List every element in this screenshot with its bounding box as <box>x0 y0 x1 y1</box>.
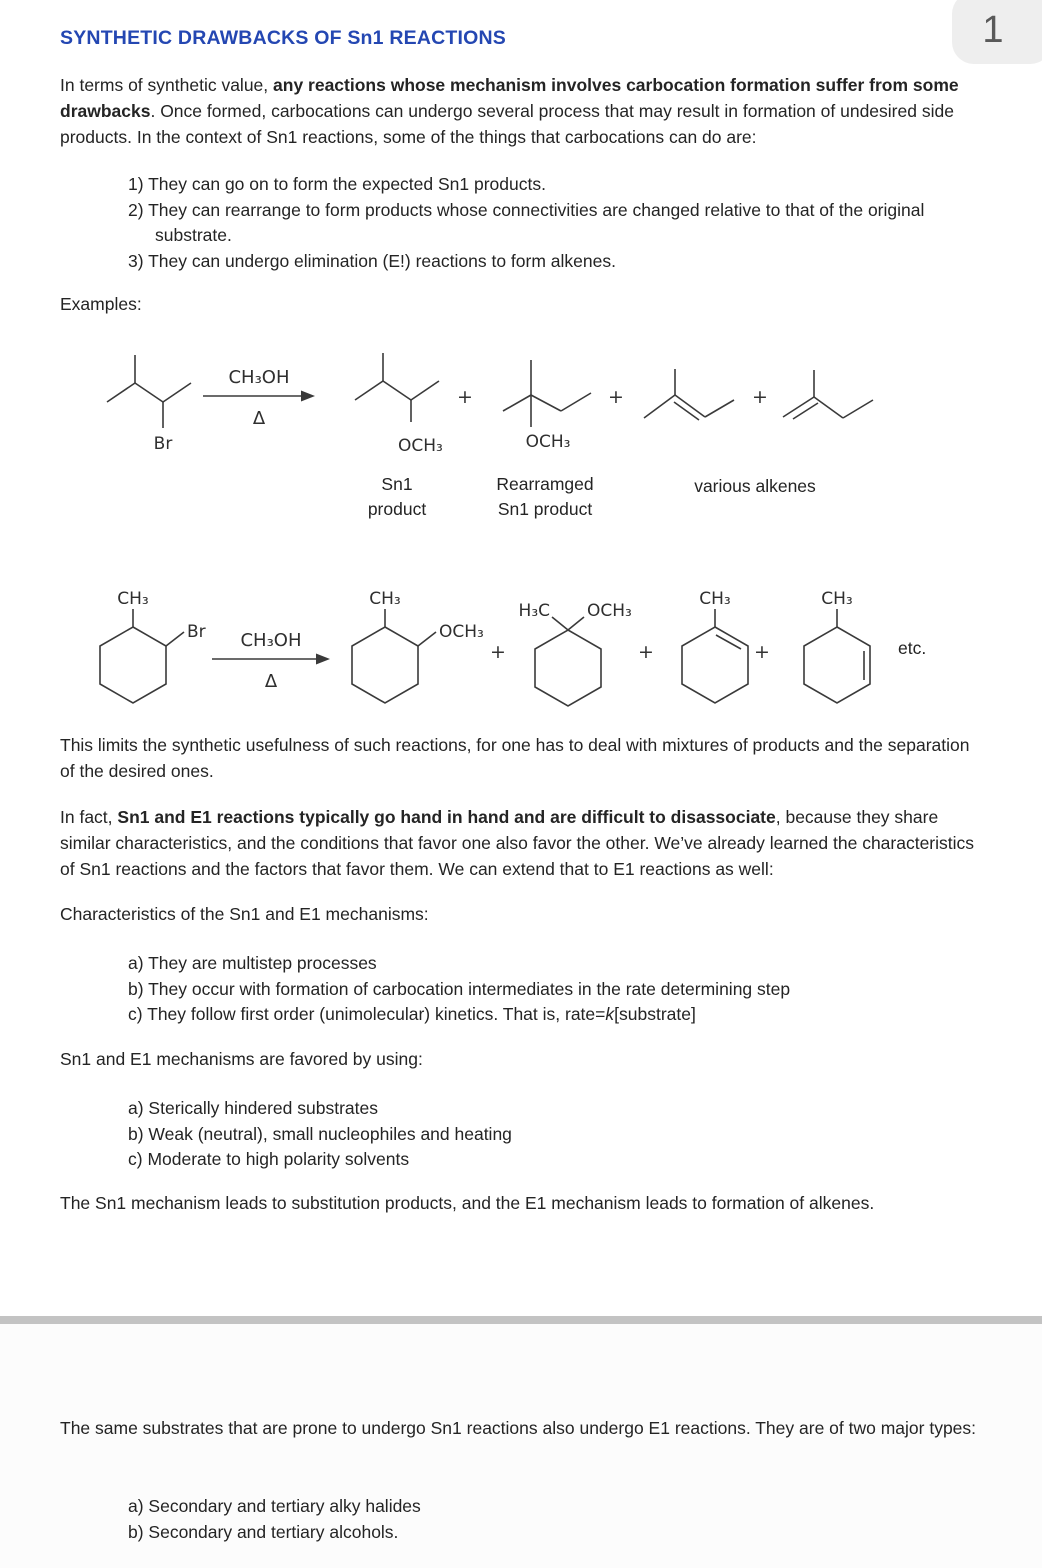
bond-lines <box>644 369 734 420</box>
reaction-arrow-2 <box>212 630 330 693</box>
plus-sign: + <box>638 641 654 663</box>
och3-label: OCH₃ <box>587 601 632 621</box>
reaction-scheme-2 <box>60 583 982 715</box>
leads-paragraph: The Sn1 mechanism leads to substitution products, and the E1 mechanism leads to formation of alkenes. <box>60 1193 875 1213</box>
page-title: SYNTHETIC DRAWBACKS OF Sn1 REACTIONS <box>60 27 506 49</box>
bond-lines <box>804 609 870 703</box>
plus-sign: + <box>457 386 473 408</box>
methylcyclohexene-isomer-structure <box>790 585 910 715</box>
intro-bold: any reactions whose mechanism involves carbocation formation suffer from some drawbacks <box>60 75 959 121</box>
bond-lines <box>682 609 748 703</box>
list-item: 3) They can undergo elimination (E!) reactions to form alkenes. <box>128 250 616 271</box>
list-item: 1) They can go on to form the expected Sn1 products. <box>128 174 546 194</box>
page-divider <box>0 1316 1042 1324</box>
br-label: Br <box>187 622 206 642</box>
caption-line: Sn1 <box>381 474 413 494</box>
intro-lead: In terms of synthetic value, <box>60 75 274 95</box>
reaction-scheme-1 <box>60 340 982 525</box>
alkenes-caption: various alkenes <box>694 476 816 496</box>
caption-line: Rearramged <box>496 474 594 494</box>
alkene-structure <box>640 350 745 430</box>
reaction-arrow-1 <box>203 367 315 430</box>
list-item: c) Moderate to high polarity solvents <box>128 1149 410 1169</box>
infact-rest: , because they share similar characteristics, and the conditions that favor one also favor the other. We’ve already learned the characteristics of Sn1 reactions and the factors that favor them. We can extend that to E1 reactions as well: <box>60 807 975 879</box>
plus-sign: + <box>490 641 506 663</box>
br-label: Br <box>153 434 173 454</box>
list-item: b) Secondary and tertiary alcohols. <box>128 1521 399 1542</box>
infact-paragraph <box>60 804 984 882</box>
kinetics-lead: c) They follow first order (unimolecular) kinetics. That is, rate= <box>128 1004 606 1024</box>
characteristics-list <box>128 951 978 1028</box>
rate-constant-k: k <box>605 1004 615 1024</box>
list-item: a) They are multistep processes <box>128 953 377 973</box>
plus-sign: + <box>608 386 624 408</box>
favored-heading: Sn1 and E1 mechanisms are favored by using: <box>60 1049 423 1069</box>
list-item <box>128 1002 978 1028</box>
arrow-icon <box>203 389 315 403</box>
page-number-badge <box>952 0 1042 64</box>
examples-label: Examples: <box>60 294 142 314</box>
list-item: b) They occur with formation of carbocation intermediates in the rate determining step <box>128 978 791 999</box>
kinetics-rest: [substrate] <box>614 1004 696 1024</box>
ch3-label: CH₃ <box>821 589 853 609</box>
cyclohexane-product-structure <box>335 585 500 715</box>
ch3-label: CH₃ <box>369 589 401 609</box>
substrates-paragraph: The same substrates that are prone to undergo Sn1 reactions also undergo E1 reactions. They are of two major types: <box>60 1418 977 1438</box>
plus-sign: + <box>752 386 768 408</box>
methylcyclohexene-structure <box>668 585 788 715</box>
list-item: a) Sterically hindered substrates <box>128 1098 378 1118</box>
bond-lines <box>100 609 184 703</box>
bond-lines <box>783 370 873 419</box>
delta-label: Δ <box>252 408 266 429</box>
carbocation-outcomes-list <box>128 172 978 274</box>
characteristics-heading: Characteristics of the Sn1 and E1 mechanisms: <box>60 904 429 924</box>
substrate-structure <box>95 350 205 456</box>
limits-paragraph: This limits the synthetic usefulness of such reactions, for one has to deal with mixtures of products and the separation of the desired ones. <box>60 735 970 781</box>
intro-rest: . Once formed, carbocations can undergo several process that may result in formation of undesired side products. In the context of Sn1 reactions, some of the things that carbocations can do are: <box>60 101 954 147</box>
arrow-icon <box>212 652 330 666</box>
caption-line: Sn1 product <box>497 499 593 519</box>
intro-paragraph <box>60 72 984 150</box>
page-number: 1 <box>982 8 1004 51</box>
plus-sign: + <box>754 641 770 663</box>
och3-label: OCH₃ <box>398 436 443 456</box>
ch3-label: CH₃ <box>117 589 149 609</box>
list-item: a) Secondary and tertiary alky halides <box>128 1496 421 1516</box>
bond-lines <box>503 360 591 427</box>
product-caption <box>337 472 457 522</box>
etc-label: etc. <box>898 638 927 658</box>
alkene-structure <box>782 350 887 430</box>
favored-list <box>128 1096 978 1173</box>
ch3-label: CH₃ <box>699 589 731 609</box>
och3-label: OCH₃ <box>439 622 484 642</box>
infact-lead: In fact, <box>60 807 118 827</box>
infact-bold: Sn1 and E1 reactions typically go hand in hand and are difficult to disassociate <box>117 807 776 827</box>
substrate-types-list <box>128 1494 978 1545</box>
rearranged-caption <box>475 472 615 522</box>
reagent-label: CH₃OH <box>228 367 290 388</box>
list-item: 2) They can rearrange to form products whose connectivities are changed relative to that of the original substrate. <box>128 199 925 245</box>
h3c-label: H₃C <box>518 601 550 621</box>
bond-lines <box>107 355 191 428</box>
och3-label: OCH₃ <box>525 432 571 452</box>
bond-lines <box>535 617 601 706</box>
bond-lines <box>352 609 436 703</box>
list-item: b) Weak (neutral), small nucleophiles and heating <box>128 1123 512 1144</box>
reagent-label: CH₃OH <box>240 630 302 651</box>
bond-lines <box>355 353 439 422</box>
delta-label: Δ <box>264 671 278 692</box>
caption-line: product <box>367 499 427 519</box>
